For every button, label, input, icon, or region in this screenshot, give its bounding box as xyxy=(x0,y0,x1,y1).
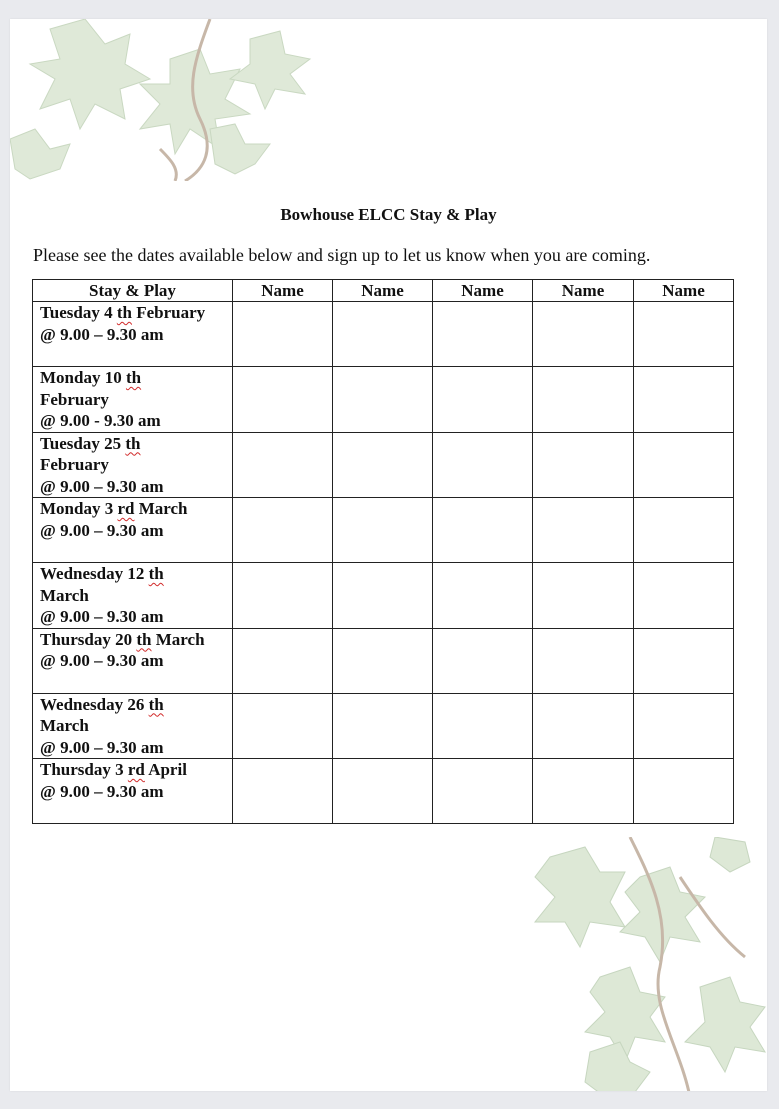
session-time: @ 9.00 – 9.30 am xyxy=(40,781,164,801)
session-date-line xyxy=(40,498,232,520)
session-day: Wednesday 26 xyxy=(40,694,145,714)
session-month: March xyxy=(40,585,89,605)
session-date-cell xyxy=(33,693,233,759)
signup-table xyxy=(32,279,734,824)
name-signup-cell[interactable] xyxy=(634,302,734,367)
name-signup-cell[interactable] xyxy=(333,498,433,563)
session-time: @ 9.00 – 9.30 am xyxy=(40,476,164,496)
name-signup-cell[interactable] xyxy=(233,367,333,433)
name-signup-cell[interactable] xyxy=(533,498,634,563)
table-row xyxy=(33,302,734,367)
table-row xyxy=(33,693,734,759)
ordinal-suffix: th xyxy=(125,433,141,453)
ordinal-suffix: th xyxy=(116,303,132,322)
name-signup-cell[interactable] xyxy=(333,693,433,759)
name-signup-cell[interactable] xyxy=(634,693,734,759)
name-signup-cell[interactable] xyxy=(433,432,533,498)
session-day: Tuesday 4 xyxy=(40,303,113,322)
name-signup-cell[interactable] xyxy=(634,563,734,629)
session-month: March xyxy=(155,629,205,649)
session-date-cell xyxy=(33,432,233,498)
session-month: February xyxy=(40,389,109,409)
name-signup-cell[interactable] xyxy=(533,628,634,693)
name-signup-cell[interactable] xyxy=(433,563,533,629)
name-signup-cell[interactable] xyxy=(433,628,533,693)
session-date-line xyxy=(40,694,232,716)
session-time: @ 9.00 – 9.30 am xyxy=(40,651,164,670)
table-header-row xyxy=(33,280,734,302)
session-month: February xyxy=(40,455,109,474)
name-signup-cell[interactable] xyxy=(533,563,634,629)
intro-text: Please see the dates available below and sign up to let us know when you are coming. xyxy=(33,245,651,265)
ordinal-suffix: th xyxy=(136,629,152,649)
name-signup-cell[interactable] xyxy=(233,302,333,367)
name-signup-cell[interactable] xyxy=(433,367,533,433)
name-signup-cell[interactable] xyxy=(433,693,533,759)
session-day: Thursday 3 xyxy=(40,760,124,779)
table-row xyxy=(33,432,734,498)
table-row xyxy=(33,367,734,433)
session-day: Monday 10 xyxy=(40,368,122,387)
column-header-name: Name xyxy=(533,280,634,302)
name-signup-cell[interactable] xyxy=(333,302,433,367)
session-time: @ 9.00 – 9.30 am xyxy=(40,607,164,626)
name-signup-cell[interactable] xyxy=(533,302,634,367)
session-time: @ 9.00 – 9.30 am xyxy=(40,324,164,344)
column-header-name: Name xyxy=(433,280,533,302)
session-date-cell xyxy=(33,759,233,824)
name-signup-cell[interactable] xyxy=(634,367,734,433)
name-signup-cell[interactable] xyxy=(433,498,533,563)
name-signup-cell[interactable] xyxy=(533,367,634,433)
name-signup-cell[interactable] xyxy=(233,563,333,629)
name-signup-cell[interactable] xyxy=(233,498,333,563)
session-date-line xyxy=(40,759,232,781)
name-signup-cell[interactable] xyxy=(233,628,333,693)
name-signup-cell[interactable] xyxy=(333,432,433,498)
session-month: March xyxy=(40,716,89,735)
session-date-cell xyxy=(33,498,233,563)
name-signup-cell[interactable] xyxy=(634,628,734,693)
column-header-name: Name xyxy=(233,280,333,302)
session-day: Monday 3 xyxy=(40,499,114,518)
session-date-cell xyxy=(33,302,233,367)
session-time: @ 9.00 – 9.30 am xyxy=(40,737,164,757)
table-row xyxy=(33,759,734,824)
session-day: Wednesday 12 xyxy=(40,564,145,583)
name-signup-cell[interactable] xyxy=(433,759,533,824)
column-header-name: Name xyxy=(634,280,734,302)
session-date-line xyxy=(40,563,232,585)
name-signup-cell[interactable] xyxy=(233,432,333,498)
ordinal-suffix: th xyxy=(148,564,164,583)
page-title: Bowhouse ELCC Stay & Play xyxy=(280,205,497,224)
session-date-line xyxy=(40,629,232,651)
name-signup-cell[interactable] xyxy=(333,367,433,433)
session-month: March xyxy=(138,499,188,518)
table-row xyxy=(33,628,734,693)
session-date-line xyxy=(40,433,232,455)
name-signup-cell[interactable] xyxy=(433,302,533,367)
name-signup-cell[interactable] xyxy=(634,432,734,498)
ordinal-suffix: th xyxy=(148,694,164,714)
table-row xyxy=(33,563,734,629)
ivy-leaves-decoration-bottom xyxy=(530,837,767,1091)
session-date-line xyxy=(40,367,232,389)
session-day: Tuesday 25 xyxy=(40,433,122,453)
name-signup-cell[interactable] xyxy=(533,693,634,759)
session-day: Thursday 20 xyxy=(40,629,133,649)
column-header-name: Name xyxy=(333,280,433,302)
table-row xyxy=(33,498,734,563)
name-signup-cell[interactable] xyxy=(634,759,734,824)
ordinal-suffix: th xyxy=(125,368,142,387)
name-signup-cell[interactable] xyxy=(533,432,634,498)
name-signup-cell[interactable] xyxy=(533,759,634,824)
session-month: February xyxy=(136,303,206,322)
session-time: @ 9.00 - 9.30 am xyxy=(40,411,161,430)
session-date-cell xyxy=(33,367,233,433)
ordinal-suffix: rd xyxy=(127,760,145,779)
name-signup-cell[interactable] xyxy=(333,628,433,693)
column-header-stay-play: Stay & Play xyxy=(33,280,233,302)
session-time: @ 9.00 – 9.30 am xyxy=(40,520,164,540)
name-signup-cell[interactable] xyxy=(634,498,734,563)
name-signup-cell[interactable] xyxy=(233,759,333,824)
session-date-line xyxy=(40,302,232,324)
name-signup-cell[interactable] xyxy=(233,693,333,759)
ivy-leaves-decoration-top xyxy=(10,19,330,181)
document-page xyxy=(10,19,767,1091)
name-signup-cell[interactable] xyxy=(333,759,433,824)
session-date-cell xyxy=(33,628,233,693)
session-month: April xyxy=(148,760,187,779)
ordinal-suffix: rd xyxy=(117,499,135,518)
name-signup-cell[interactable] xyxy=(333,563,433,629)
session-date-cell xyxy=(33,563,233,629)
